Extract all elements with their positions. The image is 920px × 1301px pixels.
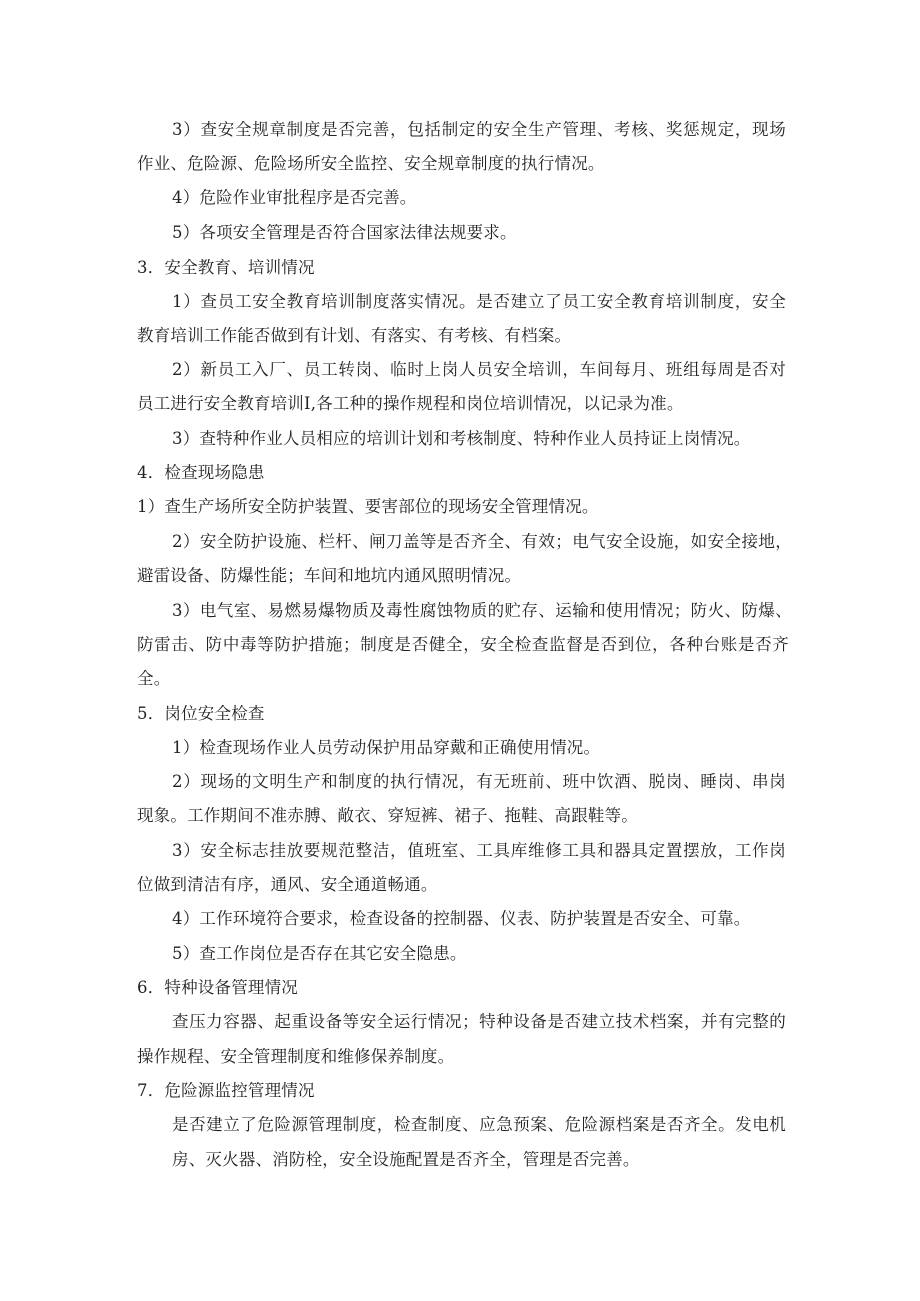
section-heading: 3．安全教育、培训情况 <box>137 258 315 277</box>
section-heading: 7．危险源监控管理情况 <box>137 1081 315 1100</box>
para-line: 员工进行安全教育培训I,各工种的操作规程和岗位培训情况，以记录为准。 <box>137 394 684 413</box>
para-line: 教育培训工作能否做到有计划、有落实、有考核、有档案。 <box>137 326 572 345</box>
section-heading: 5．岗位安全检查 <box>137 704 265 723</box>
para-line: 房、灭火器、消防栓，安全设施配置是否齐全，管理是否完善。 <box>172 1150 640 1169</box>
para-line: 位做到清洁有序，通风、安全通道畅通。 <box>137 875 438 894</box>
para-line: 全。 <box>137 669 171 688</box>
para-line: 作业、危险源、危险场所安全监控、安全规章制度的执行情况。 <box>137 154 605 173</box>
section-heading: 6．特种设备管理情况 <box>137 978 298 997</box>
para-line: 1）查生产场所安全防护装置、要害部位的现场安全管理情况。 <box>137 497 599 516</box>
para-line: 3）安全标志挂放要规范整洁，值班室、工具库维修工具和器具定置摆放，工作岗 <box>172 841 786 860</box>
para-line: 操作规程、安全管理制度和维修保养制度。 <box>137 1047 455 1066</box>
section-heading: 4．检查现场隐患 <box>137 463 265 482</box>
para-line: 2）现场的文明生产和制度的执行情况，有无班前、班中饮酒、脱岗、睡岗、串岗 <box>172 772 786 791</box>
para-line: 3）查特种作业人员相应的培训计划和考核制度、特种作业人员持证上岗情况。 <box>172 429 751 448</box>
para-line: 防雷击、防中毒等防护措施；制度是否健全，安全检查监督是否到位，各种台账是否齐 <box>137 635 789 654</box>
para-line: 1）检查现场作业人员劳动保护用品穿戴和正确使用情况。 <box>172 738 601 757</box>
para-line: 4）工作环境符合要求，检查设备的控制器、仪表、防护装置是否安全、可靠。 <box>172 909 751 928</box>
para-line: 是否建立了危险源管理制度，检查制度、应急预案、危险源档案是否齐全。发电机 <box>172 1115 786 1134</box>
para-line: 现象。工作期间不准赤膊、敞衣、穿短裤、裙子、拖鞋、高跟鞋等。 <box>137 806 638 825</box>
para-line: 3）电气室、易燃易爆物质及毒性腐蚀物质的贮存、运输和使用情况；防火、防爆、 <box>172 601 792 620</box>
para-line: 2）安全防护设施、栏杆、闸刀盖等是否齐全、有效；电气安全设施，如安全接地， <box>172 532 792 551</box>
para-line: 1）查员工安全教育培训制度落实情况。是否建立了员工安全教育培训制度，安全 <box>172 292 786 311</box>
para-line: 4）危险作业审批程序是否完善。 <box>172 188 417 207</box>
para-line: 3）查安全规章制度是否完善，包括制定的安全生产管理、考核、奖惩规定，现场 <box>172 120 786 139</box>
para-line: 5）查工作岗位是否存在其它安全隐患。 <box>172 944 467 963</box>
para-line: 避雷设备、防爆性能；车间和地坑内通风照明情况。 <box>137 566 522 585</box>
para-line: 5）各项安全管理是否符合国家法律法规要求。 <box>172 223 517 242</box>
para-line: 2）新员工入厂、员工转岗、临时上岗人员安全培训，车间每月、班组每周是否对 <box>172 360 786 379</box>
para-line: 查压力容器、起重设备等安全运行情况；特种设备是否建立技术档案，并有完整的 <box>172 1012 786 1031</box>
